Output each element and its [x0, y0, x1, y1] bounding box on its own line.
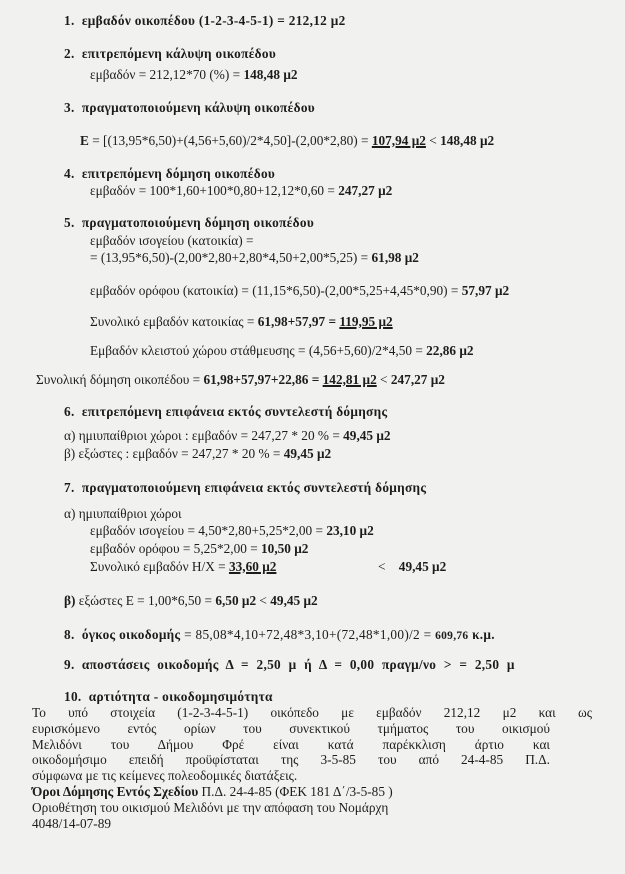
section-5-line-1	[90, 233, 254, 249]
section-7-line-3	[90, 541, 308, 557]
section-7-heading	[64, 480, 426, 496]
section-title: επιτρεπόμενη κάλυψη οικοπέδου	[81, 46, 277, 61]
limit-value: 247,27 μ2	[390, 372, 445, 387]
section-5-line-4	[90, 314, 393, 330]
section-3-heading	[64, 100, 315, 116]
limit-value: 49,45 μ2	[398, 559, 447, 574]
result: 33,60 μ2	[228, 559, 277, 574]
section-title: πραγματοποιούμενη επιφάνεια εκτός συντελεστή δόμησης	[81, 480, 427, 495]
result: 61,98 μ2	[371, 250, 419, 265]
section-6-line-1	[64, 428, 391, 444]
result: 148,48 μ2	[243, 67, 298, 82]
section-title: επιτρεπόμενη επιφάνεια εκτός συντελεστή δόμησης	[81, 404, 388, 419]
formula: εμβαδόν = 212,12*70 (%) =	[90, 67, 244, 82]
comparison: <	[378, 559, 386, 574]
result: 247,27 μ2	[338, 183, 393, 198]
label: Συνολικό εμβαδόν Η/Χ =	[90, 559, 229, 574]
section-1-text: εμβαδόν οικοπέδου (1-2-3-4-5-1) = 212,12 μ2	[81, 13, 346, 28]
bold-label: Όροι Δόμησης Εντός Σχεδίου	[32, 783, 199, 799]
paragraph-line: Οριοθέτηση του οικισμού Μελιδόνι με την απόφαση του Νομάρχη	[32, 799, 389, 815]
unit: κ.μ.	[468, 627, 495, 642]
section-title: αρτιότητα - οικοδομησιμότητα	[88, 689, 273, 704]
section-number: 1.	[64, 13, 75, 28]
section-7-line-4-limit	[378, 559, 446, 575]
section-text: αποστάσεις οικοδομής Δ = 2,50 μ ή Δ = 0,00 πραγμ/νο > = 2,50 μ	[81, 657, 515, 672]
section-5-heading	[64, 215, 314, 231]
section-number: 9.	[64, 657, 75, 672]
section-number: 4.	[64, 166, 75, 181]
section-3-line	[80, 133, 494, 149]
section-title: πραγματοποιούμενη δόμηση οικοπέδου	[81, 215, 315, 230]
section-title: πραγματοποιούμενη κάλυψη οικοπέδου	[81, 100, 315, 115]
label: Συνολικό εμβαδόν κατοικίας =	[90, 314, 258, 329]
section-number: 10.	[64, 689, 82, 704]
item-label: β)	[64, 593, 76, 608]
paragraph-line: ευρισκόμενο εντός ορίων του συνεκτικού τμήματος του οικισμού	[32, 720, 550, 736]
section-2-heading	[64, 46, 276, 62]
result: 107,94 μ2	[371, 133, 426, 148]
formula: α) ημιυπαίθριοι χώροι : εμβαδόν = 247,27 * 20 % =	[64, 428, 344, 443]
section-7-line-2	[90, 523, 374, 539]
comparison: <	[256, 593, 271, 608]
formula: εμβαδόν = 100*1,60+100*0,80+12,12*0,60 =	[90, 183, 339, 198]
result: 10,50 μ2	[261, 541, 309, 556]
section-number: 6.	[64, 404, 75, 419]
limit-value: 148,48 μ2	[440, 133, 495, 148]
result: 23,10 μ2	[326, 523, 374, 538]
paragraph-line: Μελιδόνι του Δήμου Φρέ είναι κατά παρέκκλιση άρτιο και	[32, 736, 550, 752]
variable-label: E	[80, 133, 89, 148]
result: 142,81 μ2	[322, 372, 377, 387]
section-5-line-2	[90, 250, 419, 266]
section-6-heading	[64, 404, 387, 420]
result: 22,86 μ2	[426, 343, 474, 358]
section-4-heading	[64, 166, 275, 182]
result: 119,95 μ2	[339, 314, 393, 329]
section-10-heading	[64, 689, 273, 705]
result: 6,50 μ2	[215, 593, 257, 608]
section-number: 7.	[64, 480, 75, 495]
section-4-line	[90, 183, 392, 199]
section-title: όγκος οικοδομής	[81, 627, 181, 642]
section-number: 5.	[64, 215, 75, 230]
formula: = 85,08*4,10+72,48*3,10+(72,48*1,00)/2 =	[180, 627, 436, 642]
section-7-line-4	[90, 559, 276, 575]
section-6-line-2	[64, 446, 331, 462]
result: 609,76	[435, 630, 469, 642]
formula: Εμβαδόν κλειστού χώρου στάθμευσης = (4,56+5,60)/2*4,50 =	[90, 343, 427, 358]
section-2-line	[90, 67, 298, 83]
paragraph-line: σύμφωνα με τις κείμενες πολεοδομικές διατάξεις.	[32, 768, 298, 784]
section-8	[64, 627, 495, 644]
label: Συνολική δόμηση οικοπέδου =	[36, 372, 204, 387]
result: 49,45 μ2	[283, 446, 332, 461]
section-5-line-3	[90, 283, 509, 299]
section-7-line-1	[64, 506, 182, 522]
section-number: 8.	[64, 627, 75, 642]
text: εμβαδόν ισογείου (κατοικία) =	[90, 233, 254, 248]
comparison: <	[376, 372, 391, 387]
formula: = [(13,95*6,50)+(4,56+5,60)/2*4,50]-(2,00*2,80) =	[88, 133, 372, 148]
section-9	[64, 657, 515, 673]
paragraph-line: 4048/14-07-89	[32, 815, 112, 831]
formula: εμβαδόν ορόφου (κατοικία) = (11,15*6,50)-(2,00*5,25+4,45*0,90) =	[90, 283, 462, 298]
section-5-line-6	[36, 372, 445, 388]
section-number: 2.	[64, 46, 75, 61]
result: 57,97 μ2	[461, 283, 510, 298]
section-title: επιτρεπόμενη δόμηση οικοπέδου	[81, 166, 276, 181]
section-7-line-5	[64, 593, 318, 609]
paragraph-line: οικοδομήσιμο επειδή προϋφίσταται της 3-5-85 του από 24-4-85 Π.Δ.	[32, 752, 550, 768]
formula: β) εξώστες : εμβαδόν = 247,27 * 20 % =	[64, 446, 284, 461]
paragraph-line: Το υπό στοιχεία (1-2-3-4-5-1) οικόπεδο με εμβαδόν 212,12 μ2 και ως	[32, 705, 592, 720]
formula: εξώστες E = 1,00*6,50 =	[75, 593, 216, 608]
section-10-paragraph	[32, 705, 592, 831]
section-number: 3.	[64, 100, 75, 115]
section-1	[64, 13, 346, 29]
sum: 61,98+57,97+22,86 =	[203, 372, 323, 387]
formula: εμβαδόν ορόφου = 5,25*2,00 =	[90, 541, 262, 556]
formula: = (13,95*6,50)-(2,00*2,80+2,80*4,50+2,00*5,25) =	[90, 250, 372, 265]
sum: 61,98+57,97 =	[257, 314, 340, 329]
limit-value: 49,45 μ2	[270, 593, 318, 608]
text: α) ημιυπαίθριοι χώροι	[64, 506, 182, 521]
reference: Π.Δ. 24-4-85 (ΦΕΚ 181 Δ΄/3-5-85 )	[198, 783, 393, 799]
comparison: <	[425, 133, 441, 148]
formula: εμβαδόν ισογείου = 4,50*2,80+5,25*2,00 =	[90, 523, 327, 538]
result: 49,45 μ2	[343, 428, 391, 443]
paragraph-line	[32, 784, 592, 800]
section-5-line-5	[90, 343, 474, 359]
